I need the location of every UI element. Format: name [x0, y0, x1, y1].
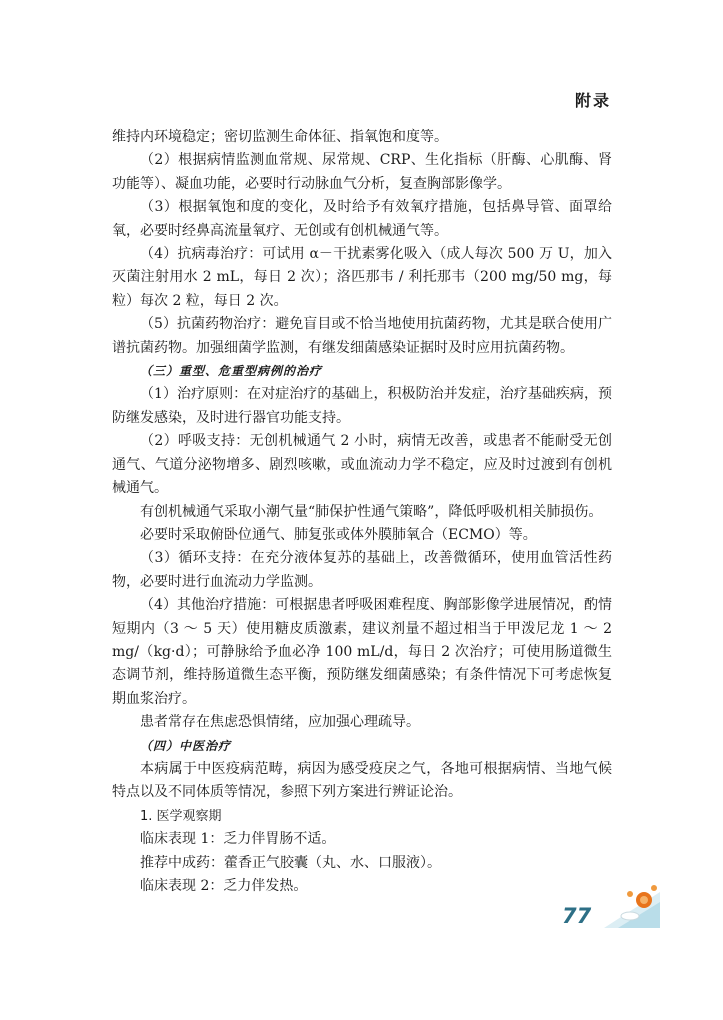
subsection-heading: 1. 医学观察期: [140, 808, 222, 824]
paragraph: 有创机械通气采取小潮气量“肺保护性通气策略”，降低呼吸机相关肺损伤。: [140, 503, 603, 520]
paragraph: （4）抗病毒治疗：可试用 α－干扰素雾化吸入（成人每次 500 万 U，加入灭菌注射用水 2 mL，每日 2 次）；洛匹那韦 / 利托那韦（200 mg/50 mg，每粒）每次 2 粒，每日 2 次。: [112, 246, 612, 309]
page-corner-decoration-icon: [600, 880, 664, 930]
paragraph: （4）其他治疗措施：可根据患者呼吸困难程度、胸部影像学进展情况，酌情短期内（3 ～ 5 天）使用糖皮质激素，建议剂量不超过相当于甲泼尼龙 1 ～ 2 mg/（kg·d）；可静脉给予血必净 100 mL/d，每日 2 次治疗；可使用肠道微生态调节剂，维持肠道微生态平衡，预防继发细菌感染；有条件情况下可考虑恢复期血浆治疗。: [112, 597, 612, 707]
paragraph: 维持内环境稳定；密切监测生命体征、指氧饱和度等。: [112, 129, 448, 145]
paragraph: 临床表现 2：乏力伴发热。: [140, 878, 308, 894]
section-heading: （三）重型、危重型病例的治疗: [140, 364, 323, 379]
paragraph: （3）循环支持：在充分液体复苏的基础上，改善微循环，使用血管活性药物，必要时进行血流动力学监测。: [112, 550, 612, 590]
paragraph: 本病属于中医疫病范畴，病因为感受疫戾之气，各地可根据病情、当地气候特点以及不同体质等情况，参照下列方案进行辨证论治。: [112, 760, 612, 801]
paragraph: （2）呼吸支持：无创机械通气 2 小时，病情无改善，或患者不能耐受无创通气、气道分泌物增多、剧烈咳嗽，或血流动力学不稳定，应及时过渡到有创机械通气。: [112, 433, 612, 497]
page-header-title: 附录: [574, 91, 611, 110]
paragraph: 患者常存在焦虑恐惧情绪，应加强心理疏导。: [140, 714, 420, 731]
section-heading: （四）中医治疗: [140, 738, 232, 753]
paragraph: （5）抗菌药物治疗：避免盲目或不恰当地使用抗菌药物，尤其是联合使用广谱抗菌药物。加强细菌学监测，有继发细菌感染证据时及时应用抗菌药物。: [112, 316, 612, 356]
body-text: [112, 126, 612, 898]
paragraph: （1）治疗原则：在对症治疗的基础上，积极防治并发症，治疗基础疾病，预防继发感染，及时进行器官功能支持。: [112, 386, 612, 426]
paragraph: （2）根据病情监测血常规、尿常规、CRP、生化指标（肝酶、心肌酶、肾功能等）、凝血功能，必要时行动脉血气分析，复查胸部影像学。: [112, 152, 612, 192]
paragraph: （3）根据氧饱和度的变化，及时给予有效氧疗措施，包括鼻导管、面罩给氧，必要时经鼻高流量氧疗、无创或有创机械通气等。: [112, 199, 612, 239]
paragraph: 推荐中成药：藿香正气胶囊（丸、水、口服液）。: [140, 854, 441, 871]
paragraph: 临床表现 1：乏力伴胃肠不适。: [140, 831, 336, 848]
page-number: 77: [562, 904, 592, 928]
paragraph: 必要时采取俯卧位通气、肺复张或体外膜肺氧合（ECMO）等。: [140, 526, 537, 543]
